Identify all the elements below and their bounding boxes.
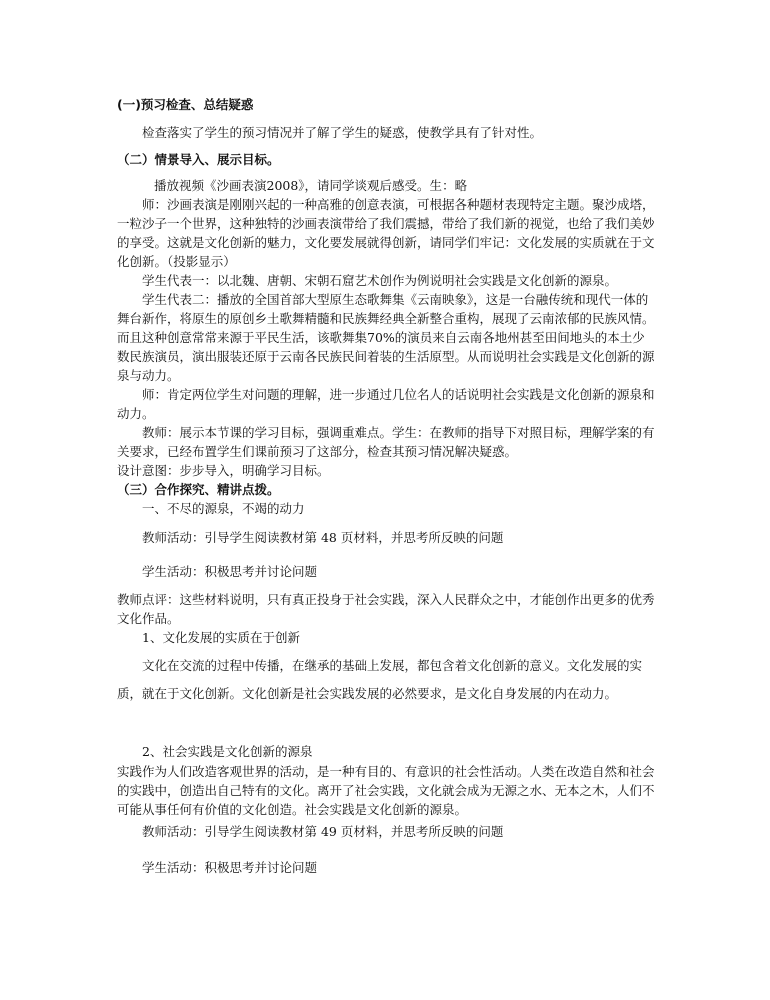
teacher-comment: 教师点评：这些材料说明，只有真正投身于社会实践，深入人民群众之中，才能创作出更多的优秀文化作品。 [117, 592, 655, 626]
paragraph-design: 设计意图：步步导入，明确学习目标。 [117, 463, 330, 478]
student-activity-2: 学生活动：积极思考并讨论问题 [142, 860, 318, 875]
paragraph-teacher-3: 教师：展示本节课的学习目标，强调重难点。学生：在教师的指导下对照目标，理解学案的有关要求，已经布置学生们课前预习了这部分，检查其预习情况解决疑惑。 [117, 425, 655, 459]
section-heading-1: (一)预习检查、总结疑惑 [117, 97, 254, 112]
subheading-essence: 1、文化发展的实质在于创新 [142, 630, 300, 645]
student-activity-1: 学生活动：积极思考并讨论问题 [142, 564, 318, 579]
teacher-activity-1: 教师活动：引导学生阅读教材第 48 页材料，并思考所反映的问题 [142, 530, 504, 545]
section-heading-3: （三）合作探究、精讲点拨。 [117, 482, 280, 497]
paragraph-video: 播放视频《沙画表演2008》，请同学谈观后感受。生：略 [154, 178, 468, 193]
teacher-activity-2: 教师活动：引导学生阅读教材第 49 页材料，并思考所反映的问题 [142, 824, 504, 839]
paragraph-student-2: 学生代表二：播放的全国首部大型原生态歌舞集《云南映象》，这是一台融传统和现代一体的舞台新作，将原生的原创乡土歌舞精髓和民族舞经典全新整合重构，展现了云南浓郁的民族风情。而且这种创意常常来源于平民生活，该歌舞集70%的演员来自云南各地州甚至田间地头的本土少数民族演员，演出服装还原于云南各民族民间着装的生活原型。从而说明社会实践是文化创新的源泉与动力。 [117, 292, 655, 383]
paragraph-practice: 实践作为人们改造客观世界的活动，是一种有目的、有意识的社会性活动。人类在改造自然和社会的实践中，创造出自己特有的文化。离开了社会实践，文化就会成为无源之水、无本之木，人们不可能从事任何有价值的文化创造。社会实践是文化创新的源泉。 [117, 764, 655, 817]
paragraph-check: 检查落实了学生的预习情况并了解了学生的疑惑，使教学具有了针对性。 [142, 125, 543, 140]
section-heading-2: （二）情景导入、展示目标。 [117, 152, 280, 167]
paragraph-teacher-2: 师：肯定两位学生对问题的理解，进一步通过几位名人的话说明社会实践是文化创新的源泉和动力。 [117, 387, 655, 421]
subheading-practice: 2、社会实践是文化创新的源泉 [142, 744, 313, 759]
paragraph-teacher-1: 师：沙画表演是刚刚兴起的一种高雅的创意表演，可根据各种题材表现特定主题。聚沙成塔，一粒沙子一个世界，这种独特的沙画表演带给了我们震撼，带给了我们新的视觉，也给了我们美妙的享受。这就是文化创新的魅力，文化要发展就得创新，请同学们牢记：文化发展的实质就在于文化创新。（投影显示） [117, 197, 655, 269]
subheading-source: 一、不尽的源泉，不竭的动力 [142, 501, 305, 516]
paragraph-essence: 文化在交流的过程中传播，在继承的基础上发展，都包含着文化创新的意义。文化发展的实质，就在于文化创新。文化创新是社会实践发展的必然要求，是文化自身发展的内在动力。 [117, 658, 643, 701]
paragraph-student-1: 学生代表一：以北魏、唐朝、宋朝石窟艺术创作为例说明社会实践是文化创新的源泉。 [142, 273, 618, 288]
